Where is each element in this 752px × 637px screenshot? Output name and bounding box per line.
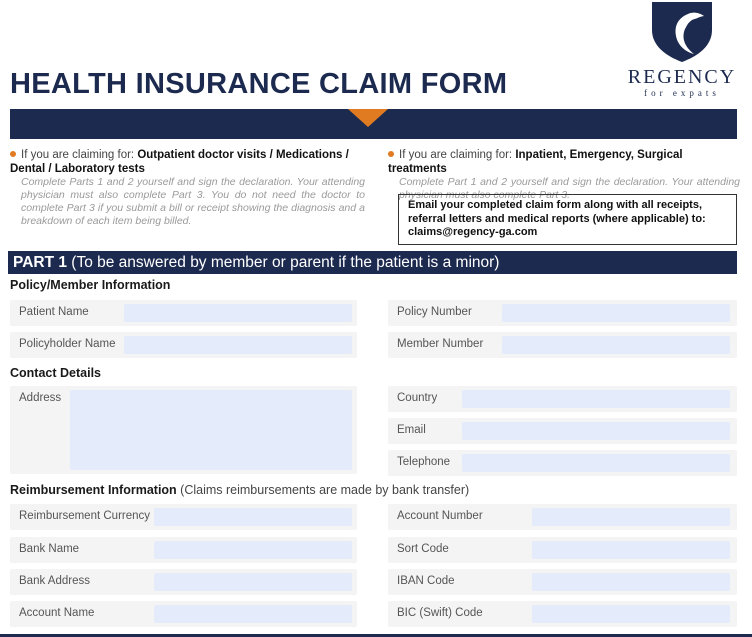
patient-name-input[interactable] xyxy=(124,304,352,322)
patient-name-row xyxy=(10,300,357,326)
bank-name-input[interactable] xyxy=(154,541,352,559)
field-label: Policy Number xyxy=(397,306,472,318)
field-label: Account Number xyxy=(397,510,483,522)
shield-logo-icon xyxy=(648,0,716,64)
part1-description: (To be answered by member or parent if the patient is a minor) xyxy=(66,254,500,271)
iban-code-input[interactable] xyxy=(532,573,730,591)
member-number-row xyxy=(388,332,737,358)
member-number-input[interactable] xyxy=(502,336,730,354)
field-label: Country xyxy=(397,392,438,404)
field-label: Telephone xyxy=(397,456,451,468)
brand-logo xyxy=(622,0,742,100)
field-label: Reimbursement Currency xyxy=(19,510,151,522)
bank-address-input[interactable] xyxy=(154,573,352,591)
instruction-note: Complete Part 1 and 2 yourself and sign the declaration. Your attending physician must also complete Part 3. xyxy=(399,176,740,201)
form-title: HEALTH INSURANCE CLAIM FORM xyxy=(10,68,508,100)
section-reimbursement-heading xyxy=(10,483,469,497)
account-number-row xyxy=(388,504,737,530)
part1-label: PART 1 xyxy=(13,254,67,271)
email-instructions-box: Email your completed claim form along with all receipts, referral letters and medical reports (where applicable) to: claims@regency-ga.com xyxy=(398,194,737,245)
email-input[interactable] xyxy=(462,422,730,440)
field-label: Sort Code xyxy=(397,543,449,555)
brand-tagline: for expats xyxy=(644,88,720,98)
account-name-input[interactable] xyxy=(154,605,352,623)
sort-code-input[interactable] xyxy=(532,541,730,559)
field-label: Patient Name xyxy=(19,306,89,318)
instructions-outpatient xyxy=(10,148,365,228)
bank-address-row xyxy=(10,569,357,595)
claim-types: Outpatient doctor visits / Medications / Dental / Laboratory tests xyxy=(10,149,349,175)
section-policy-heading: Policy/Member Information xyxy=(10,278,171,292)
banner-notch xyxy=(348,109,388,127)
part1-heading xyxy=(8,251,737,274)
header-banner xyxy=(10,109,737,139)
field-label: Account Name xyxy=(19,607,95,619)
field-label: Address xyxy=(19,392,62,404)
policyholder-name-input[interactable] xyxy=(124,336,352,354)
country-input[interactable] xyxy=(462,390,730,408)
brand-name: REGENCY xyxy=(627,66,737,88)
policy-number-input[interactable] xyxy=(502,304,730,322)
account-number-input[interactable] xyxy=(532,508,730,526)
bullet-icon xyxy=(388,151,394,157)
address-row xyxy=(10,386,357,474)
claim-lead-text: If you are claiming for: xyxy=(399,149,516,161)
field-label: Bank Address xyxy=(19,575,90,587)
bic-code-row xyxy=(388,601,737,627)
reimbursement-currency-row xyxy=(10,504,357,530)
reimbursement-currency-input[interactable] xyxy=(154,508,352,526)
bank-name-row xyxy=(10,537,357,563)
section-contact-heading: Contact Details xyxy=(10,366,101,380)
instruction-note: Complete Parts 1 and 2 yourself and sign the declaration. Your attending physician must also complete Part 3. You do not need the doctor to complete Part 3 if you submit a bill or receipt showing the diagnosis and a breakdown of each item being billed. xyxy=(21,176,365,227)
sort-code-row xyxy=(388,537,737,563)
address-input[interactable] xyxy=(70,390,352,470)
field-label: BIC (Swift) Code xyxy=(397,607,483,619)
field-label: Member Number xyxy=(397,338,484,350)
bullet-icon xyxy=(10,151,16,157)
field-label: IBAN Code xyxy=(397,575,455,587)
country-row xyxy=(388,386,737,412)
email-row xyxy=(388,418,737,444)
field-label: Email xyxy=(397,424,426,436)
field-label: Bank Name xyxy=(19,543,80,555)
telephone-input[interactable] xyxy=(462,454,730,472)
iban-code-row xyxy=(388,569,737,595)
claim-lead-text: If you are claiming for: xyxy=(21,149,138,161)
reimbursement-title: Reimbursement Information xyxy=(10,483,177,497)
field-label: Policyholder Name xyxy=(19,338,116,350)
policyholder-name-row xyxy=(10,332,357,358)
policy-number-row xyxy=(388,300,737,326)
account-name-row xyxy=(10,601,357,627)
reimbursement-note: (Claims reimbursements are made by bank transfer) xyxy=(176,483,470,497)
claim-types: Inpatient, Emergency, Surgical treatments xyxy=(388,149,683,175)
telephone-row xyxy=(388,450,737,476)
bic-code-input[interactable] xyxy=(532,605,730,623)
